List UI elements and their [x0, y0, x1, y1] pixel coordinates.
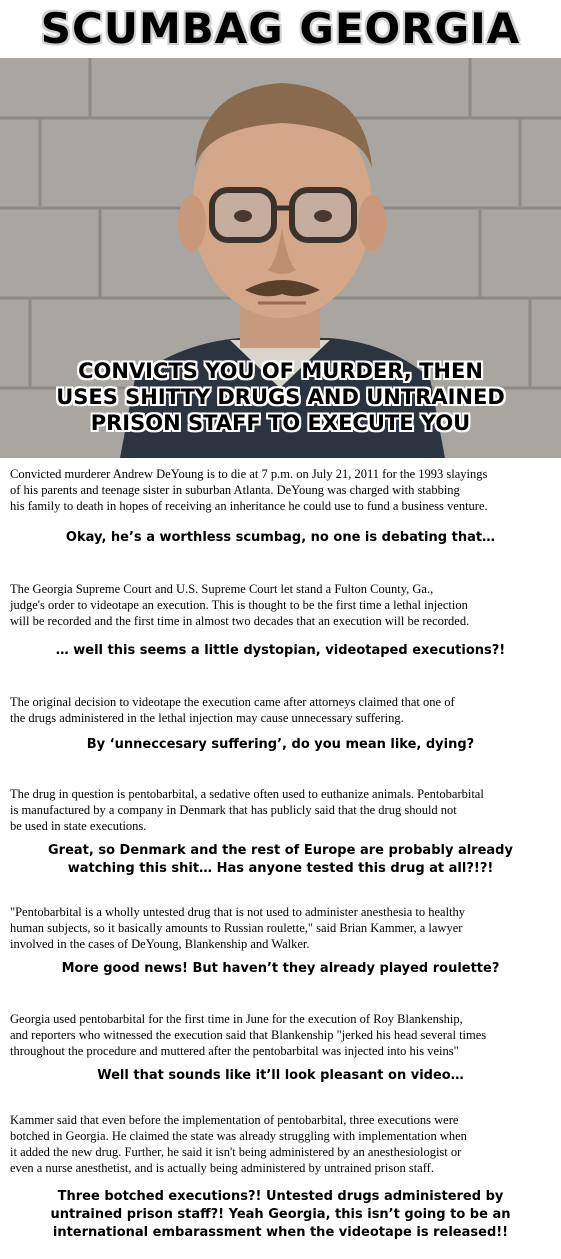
text-line: botched in Georgia. He claimed the state was already struggling with implementation when — [10, 1129, 467, 1143]
text-line: even a nurse anesthetist, and is actually being administered by untrained prison staff. — [10, 1161, 434, 1175]
comment-line: Okay, he’s a worthless scumbag, no one is debating that… — [65, 530, 496, 545]
meme-title: SCUMBAG GEORGIA — [40, 4, 521, 53]
article-paragraph — [10, 904, 555, 952]
mugshot-photo — [0, 58, 561, 458]
text-line: it added the new drug. Further, he said it isn't being administered by an anesthesiologist or — [10, 1145, 462, 1159]
article-paragraph — [10, 1112, 555, 1176]
text-line: involved in the cases of DeYoung, Blankenship and Walker. — [10, 937, 310, 951]
article-paragraph — [10, 581, 555, 629]
text-line: of his parents and teenage sister in suburban Atlanta. DeYoung was charged with stabbing — [10, 483, 460, 497]
text-line: The Georgia Supreme Court and U.S. Supreme Court let stand a Fulton County, Ga., — [10, 582, 434, 596]
text-line: be used in state executions. — [10, 819, 147, 833]
comment-line: More good news! But haven’t they already played roulette? — [61, 961, 500, 976]
sarcastic-comment — [0, 1188, 561, 1242]
caption-line: PRISON STAFF TO EXECUTE YOU — [90, 411, 471, 435]
sarcastic-comment — [0, 1067, 561, 1085]
text-line: Georgia used pentobarbital for the first time in June for the execution of Roy Blankenship, — [10, 1012, 463, 1026]
text-line: the drugs administered in the lethal injection may cause unnecessary suffering. — [10, 711, 404, 725]
text-line: Kammer said that even before the implementation of pentobarbital, three executions were — [10, 1113, 459, 1127]
text-line: human subjects, so it basically amounts to Russian roulette," said Brian Kammer, a lawyer — [10, 921, 463, 935]
sarcastic-comment — [0, 960, 561, 978]
article-paragraph — [10, 694, 555, 726]
article-paragraph — [10, 1011, 555, 1059]
comment-line: Great, so Denmark and the rest of Europe are probably already — [48, 843, 513, 858]
text-line: The original decision to videotape the execution came after attorneys claimed that one of — [10, 695, 455, 709]
text-line: will be recorded and the first time in almost two decades that an execution will be recorded. — [10, 614, 470, 628]
sarcastic-comment — [0, 529, 561, 547]
caption-line: USES SHITTY DRUGS AND UNTRAINED — [56, 385, 505, 409]
sarcastic-comment — [0, 736, 561, 754]
text-line: "Pentobarbital is a wholly untested drug that is not used to administer anesthesia to healthy — [10, 905, 466, 919]
text-line: his family to death in hopes of receiving an inheritance he could use to fund a business venture. — [10, 499, 488, 513]
comment-line: By ‘unneccesary suffering’, do you mean like, dying? — [86, 737, 475, 752]
article-paragraph — [10, 786, 555, 834]
comment-line: … well this seems a little dystopian, videotaped executions?! — [55, 643, 506, 658]
text-line: is manufactured by a company in Denmark that has publicly said that the drug should not — [10, 803, 457, 817]
sarcastic-comment — [0, 642, 561, 660]
photo-caption — [0, 358, 561, 436]
text-line: The drug in question is pentobarbital, a sedative often used to euthanize animals. Pentobarbital — [10, 787, 484, 801]
comment-line: international embarassment when the videotape is released!! — [52, 1225, 509, 1240]
text-line: and reporters who witnessed the execution said that Blankenship "jerked his head several times — [10, 1028, 487, 1042]
comment-line: watching this shit… Has anyone tested this drug at all?!?! — [67, 861, 494, 876]
text-line: throughout the procedure and muttered after the pentobarbital was injected into his veins" — [10, 1044, 459, 1058]
caption-line: CONVICTS YOU OF MURDER, THEN — [78, 359, 483, 383]
comment-line: Three botched executions?! Untested drugs administered by — [57, 1189, 504, 1204]
comment-line: untrained prison staff?! Yeah Georgia, this isn’t going to be an — [50, 1207, 511, 1222]
sarcastic-comment — [0, 842, 561, 878]
text-line: Convicted murderer Andrew DeYoung is to die at 7 p.m. on July 21, 2011 for the 1993 slayings — [10, 467, 488, 481]
text-line: judge's order to videotape an execution. This is thought to be the first time a lethal injection — [10, 598, 468, 612]
comment-line: Well that sounds like it’ll look pleasant on video… — [97, 1068, 464, 1083]
article-paragraph — [10, 466, 555, 514]
